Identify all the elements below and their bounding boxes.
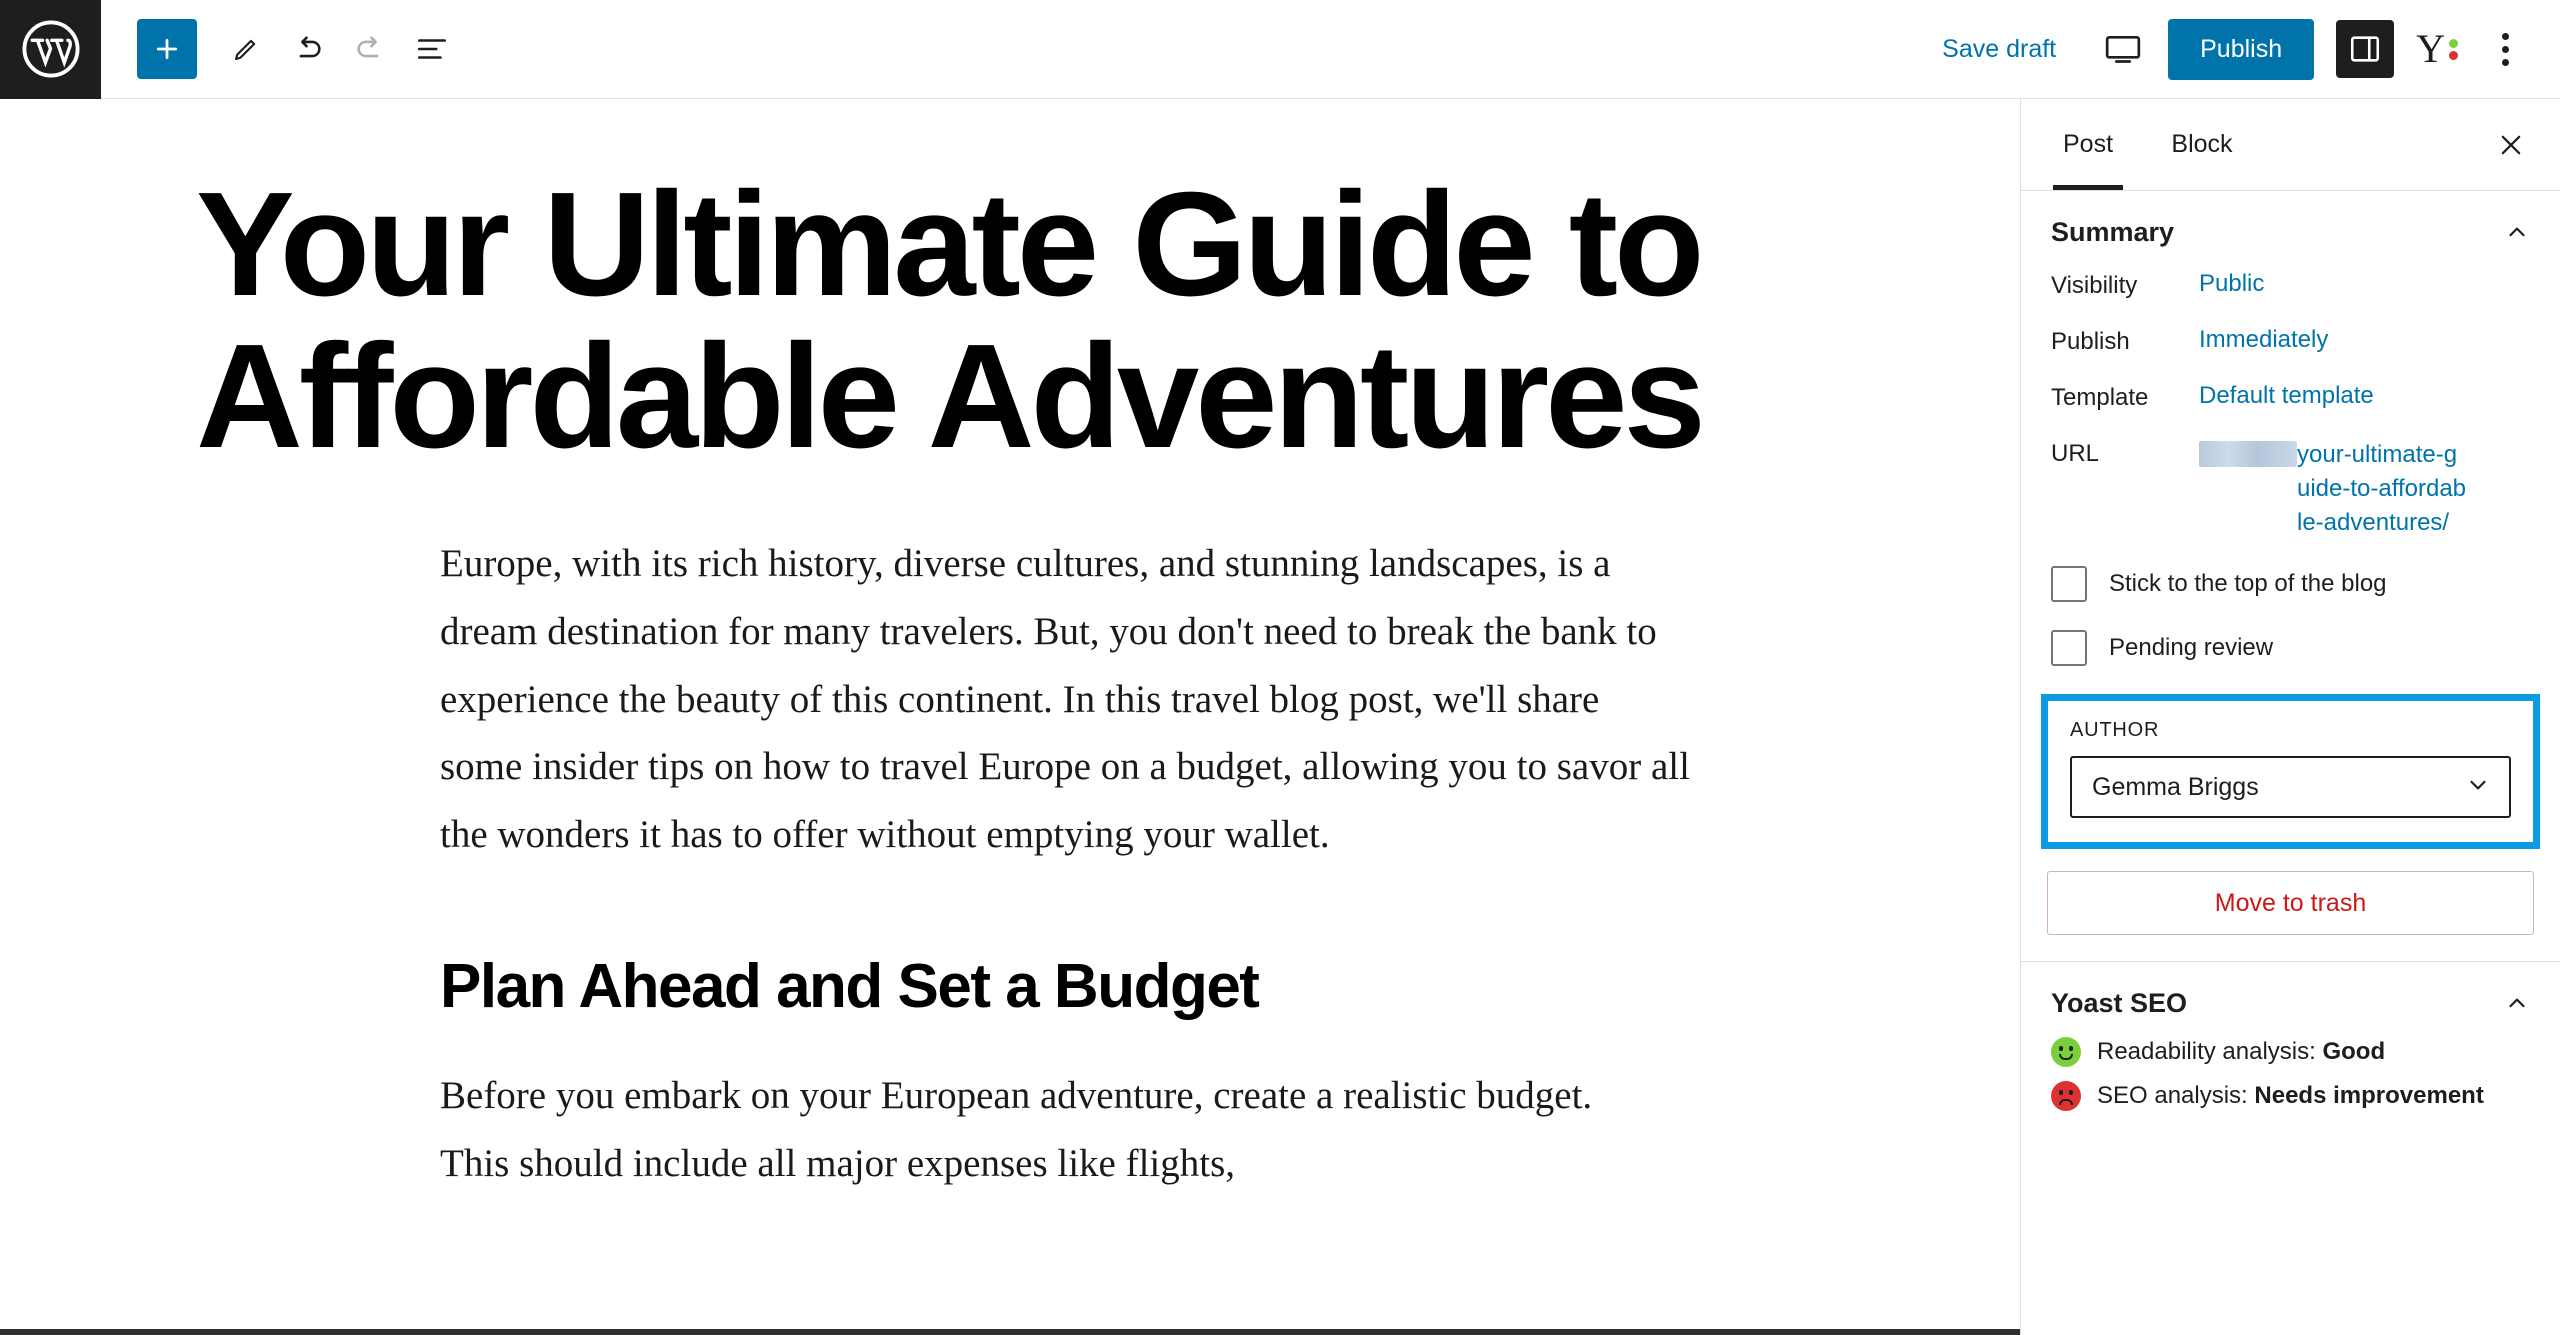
- post-paragraph-2[interactable]: Before you embark on your European adventure, create a realistic budget. This should include all major expenses like flights,: [440, 1074, 1593, 1186]
- seo-analysis-row[interactable]: [2021, 1081, 2560, 1111]
- post-editor-canvas[interactable]: [0, 99, 2020, 1335]
- redacted-domain: [2199, 441, 2297, 467]
- kebab-dot: [2502, 59, 2509, 66]
- row-visibility: [2021, 270, 2560, 300]
- template-label: Template: [2051, 384, 2149, 411]
- readability-analysis-row[interactable]: [2021, 1037, 2560, 1067]
- sticky-post-checkbox[interactable]: [2051, 566, 2087, 602]
- kebab-menu-icon[interactable]: [2480, 20, 2530, 78]
- redo-button[interactable]: [339, 18, 401, 80]
- seo-value: Needs improvement: [2254, 1082, 2484, 1110]
- yoast-seo-button[interactable]: [2416, 26, 2458, 71]
- seo-text: [2097, 1082, 2484, 1110]
- settings-sidebar-toggle[interactable]: [2336, 20, 2394, 78]
- smiley-good-icon: [2051, 1037, 2081, 1067]
- author-selected-value: Gemma Briggs: [2092, 772, 2259, 801]
- author-select[interactable]: [2070, 756, 2511, 818]
- yoast-dot-green: [2449, 39, 2458, 48]
- readability-value: Good: [2322, 1038, 2386, 1066]
- sticky-post-label: Stick to the top of the blog: [2109, 570, 2387, 598]
- publish-label: Publish: [2051, 328, 2130, 355]
- yoast-panel-header[interactable]: [2021, 962, 2560, 1037]
- url-label: URL: [2051, 440, 2100, 467]
- readability-prefix: Readability analysis:: [2097, 1038, 2316, 1066]
- undo-button[interactable]: [277, 18, 339, 80]
- visibility-label: Visibility: [2051, 272, 2138, 299]
- add-block-button[interactable]: [137, 19, 197, 79]
- yoast-status-dots: [2449, 39, 2458, 60]
- row-url: [2021, 438, 2560, 540]
- toolbar-left-group: [101, 18, 463, 80]
- yoast-logo-icon: Y: [2416, 26, 2445, 71]
- kebab-dot: [2502, 33, 2509, 40]
- yoast-dot-red: [2449, 51, 2458, 60]
- editor-top-toolbar: [0, 0, 2560, 99]
- row-publish: [2021, 326, 2560, 356]
- yoast-title: Yoast SEO: [2051, 988, 2188, 1019]
- tab-block[interactable]: Block: [2171, 130, 2233, 158]
- readability-text: [2097, 1038, 2385, 1066]
- pending-review-row[interactable]: [2021, 630, 2560, 666]
- smiley-bad-icon: [2051, 1081, 2081, 1111]
- pending-review-label: Pending review: [2109, 634, 2274, 662]
- editor-bottom-bar: [0, 1329, 2020, 1335]
- post-paragraph-1[interactable]: Europe, with its rich history, diverse cultures, and stunning landscapes, is a dream destination for many travelers. But, you don't need to break the bank to experience the beauty of this continent. In this travel blog post, we'll share some insider tips on how to travel Europe on a budget, allowing you to savor all the wonders it has to offer without emptying your wallet.: [440, 541, 1690, 857]
- template-value-button[interactable]: Default template: [2199, 382, 2374, 409]
- chevron-up-icon[interactable]: [2504, 991, 2530, 1017]
- url-slug-link[interactable]: your-ultimate-guide-to-affordable-adventures/: [2297, 441, 2467, 537]
- seo-prefix: SEO analysis:: [2097, 1082, 2248, 1110]
- pending-review-checkbox[interactable]: [2051, 630, 2087, 666]
- preview-icon[interactable]: [2092, 18, 2154, 80]
- tab-post[interactable]: Post: [2053, 99, 2123, 190]
- close-icon[interactable]: [2488, 122, 2534, 168]
- summary-title: Summary: [2051, 217, 2175, 247]
- move-to-trash-button[interactable]: Move to trash: [2047, 871, 2534, 935]
- sticky-post-row[interactable]: [2021, 566, 2560, 602]
- url-value[interactable]: [2199, 438, 2467, 540]
- row-template: [2021, 382, 2560, 412]
- publish-value-button[interactable]: Immediately: [2199, 326, 2329, 353]
- summary-panel-header[interactable]: [2021, 191, 2560, 270]
- sidebar-tabs: [2021, 99, 2560, 191]
- chevron-down-icon: [2465, 771, 2491, 804]
- author-label: AUTHOR: [2070, 719, 2160, 742]
- document-overview-button[interactable]: [401, 18, 463, 80]
- settings-sidebar: [2020, 99, 2560, 1335]
- tools-pencil-button[interactable]: [215, 18, 277, 80]
- toolbar-right-group: [1920, 18, 2560, 80]
- author-panel-highlight: [2041, 694, 2540, 849]
- visibility-value-button[interactable]: Public: [2199, 270, 2265, 297]
- chevron-up-icon[interactable]: [2504, 220, 2530, 246]
- kebab-dot: [2502, 46, 2509, 53]
- post-heading-2[interactable]: Plan Ahead and Set a Budget: [440, 952, 1259, 1022]
- publish-button[interactable]: Publish: [2168, 19, 2314, 80]
- wordpress-logo-icon[interactable]: [0, 0, 101, 99]
- save-draft-button[interactable]: Save draft: [1942, 34, 2057, 63]
- post-title[interactable]: Your Ultimate Guide to Affordable Adventures: [196, 162, 1702, 480]
